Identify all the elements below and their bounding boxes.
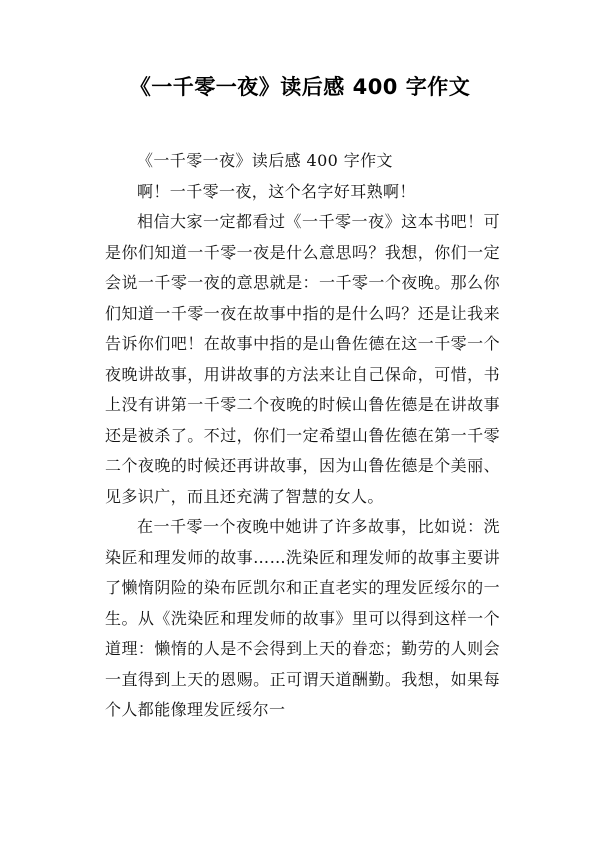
paragraph-body-2: 在一千零一个夜晚中她讲了许多故事，比如说：洗染匠和理发师的故事……洗染匠和理发师的故事主要讲了懒惰阴险的染布匠凯尔和正直老实的理发匠绥尔的一生。从《洗染匠和理发师的故事》里可以得到这样一个道理：懒惰的人是不会得到上天的眷恋；勤劳的人则会一直得到上天的恩赐。正可谓天道酬勤。我想，如果每个人都能像理发匠绥尔一 — [105, 517, 500, 719]
paragraph-subtitle: 《一千零一夜》读后感 400 字作文 — [137, 151, 393, 170]
document-body — [105, 146, 500, 726]
document-title: 《一千零一夜》读后感 400 字作文 — [129, 75, 471, 99]
paragraph-intro: 啊！一千零一夜，这个名字好耳熟啊！ — [137, 181, 416, 201]
paragraph-body-1: 相信大家一定都看过《一千零一夜》这本书吧！可是你们知道一千零一夜是什么意思吗？我想，你们一定会说一千零一夜的意思就是：一千零一个夜晚。那么你们知道一千零一夜在故事中指的是什么吗？还是让我来告诉你们吧！在故事中指的是山鲁佐德在这一千零一个夜晚讲故事，用讲故事的方法来让自己保命，可惜，书上没有讲第一千零二个夜晚的时候山鲁佐德是在讲故事还是被杀了。不过，你们一定希望山鲁佐德在第一千零二个夜晚的时候还再讲故事，因为山鲁佐德是个美丽、见多识广，而且还充满了智慧的女人。 — [105, 212, 500, 506]
